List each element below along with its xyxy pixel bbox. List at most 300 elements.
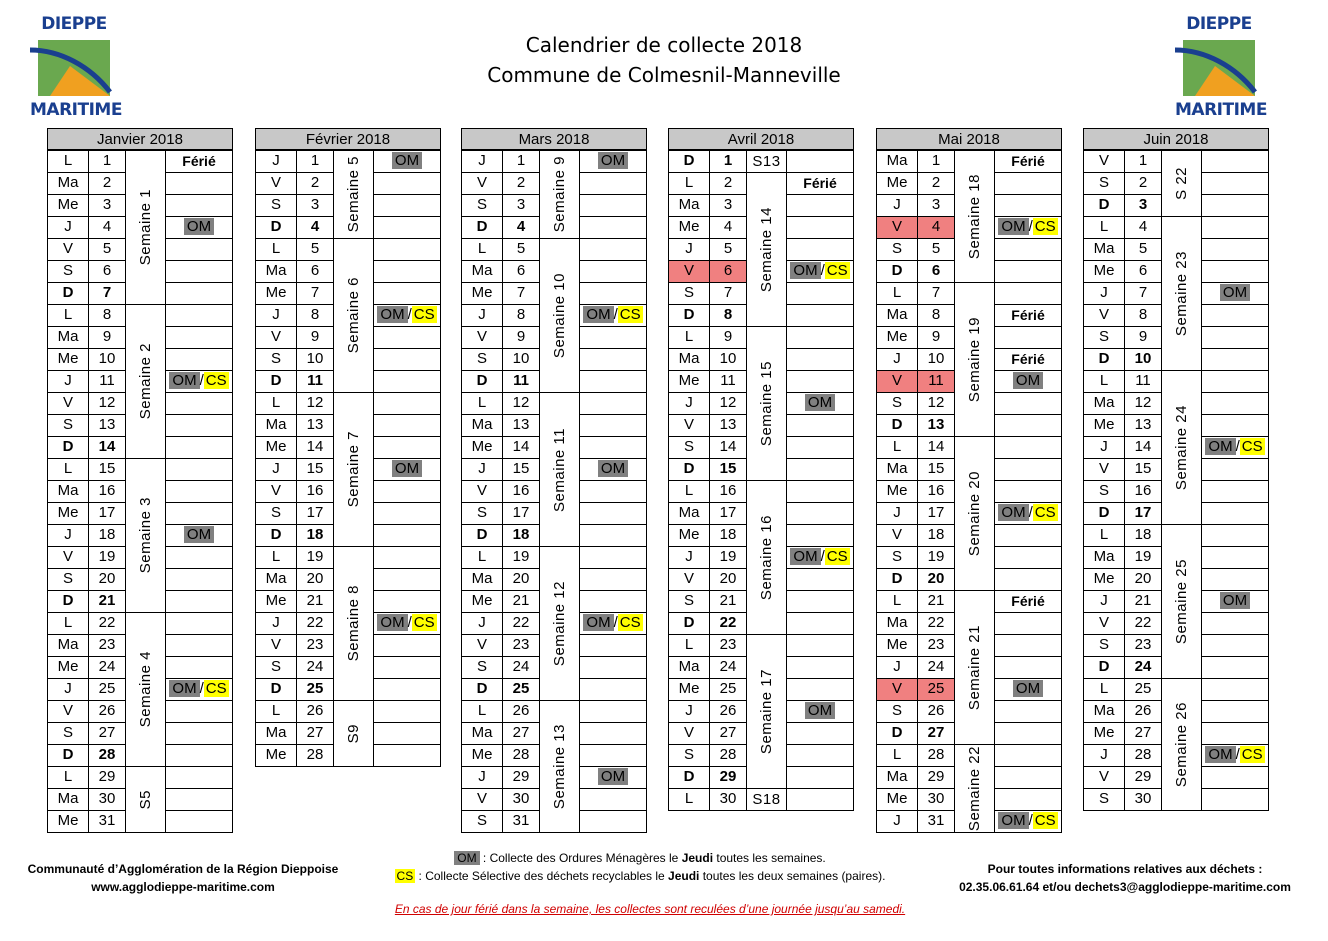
collection-note [1201, 788, 1269, 811]
day-number: 28 [502, 744, 540, 767]
day-abbr: D [876, 260, 918, 283]
day-number: 20 [709, 568, 747, 591]
month-table [876, 128, 1062, 150]
day-abbr: V [1083, 612, 1125, 635]
day-number: 5 [296, 238, 334, 261]
day-number: 22 [1124, 612, 1162, 635]
day-number: 20 [917, 568, 955, 591]
collection-note [1201, 568, 1269, 591]
collection-note [373, 656, 441, 679]
legend-cs-day: Jeudi [668, 869, 700, 883]
day-abbr: D [47, 282, 89, 305]
day-number: 20 [502, 568, 540, 591]
collection-note [373, 194, 441, 217]
day-number: 27 [502, 722, 540, 745]
collection-note: OM / CS [994, 502, 1062, 525]
collection-note [165, 458, 233, 481]
day-abbr: S [668, 590, 710, 613]
collection-note [994, 590, 1062, 613]
collection-note [579, 238, 647, 261]
day-number: 12 [502, 392, 540, 415]
collection-note [786, 436, 854, 459]
collection-note [1201, 656, 1269, 679]
day-number: 1 [88, 150, 126, 173]
day-number: 10 [709, 348, 747, 371]
day-abbr: J [255, 458, 297, 481]
collection-note [786, 458, 854, 481]
day-abbr: V [255, 634, 297, 657]
collection-note [994, 326, 1062, 349]
week-label [539, 546, 580, 701]
collection-note [373, 238, 441, 261]
day-abbr: S [668, 282, 710, 305]
week-label-text: Semaine 10 [551, 272, 568, 359]
day-number: 7 [296, 282, 334, 305]
collection-note [579, 172, 647, 195]
day-abbr: V [1083, 458, 1125, 481]
day-number: 1 [502, 150, 540, 173]
org-website: www.agglodieppe-maritime.com [91, 880, 275, 894]
collection-note: OM / CS [165, 678, 233, 701]
day-abbr: Ma [668, 194, 710, 217]
day-abbr: J [668, 700, 710, 723]
collection-note [994, 656, 1062, 679]
day-abbr: V [1083, 766, 1125, 789]
collection-note [579, 326, 647, 349]
week-label-text: S 22 [1173, 167, 1190, 200]
day-abbr: Ma [47, 326, 89, 349]
day-number: 4 [709, 216, 747, 239]
collection-note: OM / CS [994, 216, 1062, 239]
day-abbr: V [461, 634, 503, 657]
holiday-label: Férié [803, 175, 837, 191]
day-number: 27 [1124, 722, 1162, 745]
legend-cs [360, 867, 920, 885]
day-abbr: S [876, 700, 918, 723]
day-abbr: Ma [47, 788, 89, 811]
collection-note [786, 194, 854, 217]
collection-note [165, 216, 233, 239]
day-number: 11 [1124, 370, 1162, 393]
day-number: 10 [502, 348, 540, 371]
collection-note [579, 810, 647, 833]
collection-note [579, 480, 647, 503]
week-label [333, 700, 374, 767]
week-label-text: Semaine 4 [137, 651, 154, 728]
day-number: 20 [88, 568, 126, 591]
day-number: 13 [917, 414, 955, 437]
day-number: 17 [296, 502, 334, 525]
day-number: 6 [502, 260, 540, 283]
week-label-text: Semaine 20 [966, 470, 983, 557]
day-number: 18 [917, 524, 955, 547]
week-label-text: Semaine 17 [758, 668, 775, 755]
day-number: 29 [709, 766, 747, 789]
collection-note [579, 458, 647, 481]
day-abbr: Ma [255, 260, 297, 283]
collection-note [579, 150, 647, 173]
collection-note [165, 260, 233, 283]
day-abbr: Me [876, 172, 918, 195]
day-abbr: J [461, 458, 503, 481]
week-label [1161, 678, 1202, 811]
day-abbr: Me [255, 744, 297, 767]
day-abbr: J [47, 370, 89, 393]
om-badge: OM [598, 460, 628, 477]
collection-note [1201, 392, 1269, 415]
day-number: 1 [1124, 150, 1162, 173]
day-abbr: S [255, 348, 297, 371]
collection-note [373, 700, 441, 723]
day-abbr: V [668, 722, 710, 745]
day-abbr: D [461, 524, 503, 547]
day-abbr: V [47, 392, 89, 415]
collection-note [165, 348, 233, 371]
week-label [954, 590, 995, 745]
collection-note [994, 282, 1062, 305]
day-abbr: Ma [461, 260, 503, 283]
collection-note [165, 436, 233, 459]
day-number: 31 [502, 810, 540, 833]
om-badge: OM [805, 702, 835, 719]
om-badge: OM [598, 152, 628, 169]
day-number: 6 [88, 260, 126, 283]
week-label-text: S5 [137, 789, 154, 810]
day-abbr: S [461, 348, 503, 371]
cs-badge: CS [205, 372, 227, 389]
day-number: 3 [709, 194, 747, 217]
collection-note [786, 282, 854, 305]
week-label [746, 634, 787, 789]
day-abbr: S [1083, 788, 1125, 811]
day-abbr: J [876, 810, 918, 833]
day-number: 22 [502, 612, 540, 635]
day-abbr: V [461, 788, 503, 811]
month-header: Février 2018 [255, 128, 441, 150]
day-abbr: S [255, 656, 297, 679]
collection-note [786, 678, 854, 701]
om-badge: OM [1220, 592, 1250, 609]
day-number: 3 [1124, 194, 1162, 217]
day-number: 12 [296, 392, 334, 415]
week-label [125, 766, 166, 833]
collection-note [165, 304, 233, 327]
day-abbr: J [668, 238, 710, 261]
day-number: 28 [88, 744, 126, 767]
day-number: 28 [296, 744, 334, 767]
day-abbr: D [668, 612, 710, 635]
day-abbr: D [668, 766, 710, 789]
collection-note [165, 634, 233, 657]
collection-note [373, 502, 441, 525]
logo-text-bottom: MARITIME [30, 100, 122, 120]
collection-note [373, 678, 441, 701]
collection-note [373, 546, 441, 569]
day-number: 23 [1124, 634, 1162, 657]
day-number: 4 [917, 216, 955, 239]
day-number: 3 [917, 194, 955, 217]
day-abbr: D [255, 370, 297, 393]
collection-note [579, 568, 647, 591]
collection-note [373, 216, 441, 239]
day-abbr: Me [876, 326, 918, 349]
org-name: Communauté d’Agglomération de la Région Dieppoise [27, 862, 339, 876]
day-abbr: D [668, 304, 710, 327]
day-number: 12 [88, 392, 126, 415]
collection-note [165, 788, 233, 811]
day-number: 30 [709, 788, 747, 811]
collection-note [373, 370, 441, 393]
day-abbr: D [668, 150, 710, 173]
day-abbr: J [47, 216, 89, 239]
day-abbr: D [47, 590, 89, 613]
day-abbr: Me [668, 678, 710, 701]
day-number: 30 [502, 788, 540, 811]
day-abbr: V [461, 172, 503, 195]
day-abbr: D [47, 744, 89, 767]
week-label-text: Semaine 3 [137, 497, 154, 574]
footer-legend [360, 849, 920, 885]
collection-note [786, 392, 854, 415]
day-number: 26 [88, 700, 126, 723]
legend-om-day: Jeudi [681, 851, 714, 865]
collection-note: OM / CS [579, 304, 647, 327]
day-abbr: S [47, 722, 89, 745]
day-number: 5 [917, 238, 955, 261]
month-table [668, 128, 854, 150]
collection-note [786, 744, 854, 767]
collection-note [994, 348, 1062, 371]
day-number: 5 [1124, 238, 1162, 261]
collection-note [1201, 326, 1269, 349]
week-label [125, 304, 166, 459]
day-abbr: S [47, 414, 89, 437]
day-abbr: S [876, 392, 918, 415]
day-abbr: S [668, 436, 710, 459]
cs-badge: CS [413, 306, 435, 323]
om-badge: OM [1205, 746, 1235, 763]
day-number: 13 [296, 414, 334, 437]
day-number: 23 [88, 634, 126, 657]
month-table [1083, 128, 1269, 150]
day-abbr: Me [1083, 722, 1125, 745]
holiday-label: Férié [1011, 351, 1045, 367]
collection-note [1201, 590, 1269, 613]
day-abbr: D [47, 436, 89, 459]
day-number: 26 [917, 700, 955, 723]
collection-note [1201, 414, 1269, 437]
collection-note [1201, 260, 1269, 283]
day-number: 17 [917, 502, 955, 525]
collection-note [1201, 634, 1269, 657]
day-number: 3 [296, 194, 334, 217]
day-number: 21 [296, 590, 334, 613]
day-abbr: J [47, 678, 89, 701]
om-badge: OM [169, 680, 199, 697]
day-number: 29 [502, 766, 540, 789]
week-label-text: Semaine 15 [758, 360, 775, 447]
om-badge: OM [1013, 680, 1043, 697]
day-abbr: Ma [876, 612, 918, 635]
day-abbr: D [1083, 194, 1125, 217]
day-abbr: S [876, 546, 918, 569]
day-number: 6 [296, 260, 334, 283]
collection-note [165, 546, 233, 569]
collection-note [165, 414, 233, 437]
day-abbr: D [876, 722, 918, 745]
collection-note [579, 744, 647, 767]
day-number: 16 [1124, 480, 1162, 503]
day-abbr: Me [668, 524, 710, 547]
day-number: 15 [1124, 458, 1162, 481]
month-table [461, 128, 647, 150]
day-abbr: S [461, 656, 503, 679]
collection-note [1201, 194, 1269, 217]
day-abbr: D [255, 216, 297, 239]
week-label-text: Semaine 23 [1173, 250, 1190, 337]
collection-note: OM / CS [1201, 744, 1269, 767]
day-abbr: V [255, 480, 297, 503]
collection-note [373, 590, 441, 613]
week-label-text: Semaine 9 [551, 156, 568, 233]
day-abbr: S [1083, 326, 1125, 349]
day-number: 26 [709, 700, 747, 723]
cs-badge: CS [1034, 504, 1056, 521]
day-number: 15 [502, 458, 540, 481]
footer-organization [8, 860, 358, 896]
day-abbr: V [876, 524, 918, 547]
collection-note [579, 370, 647, 393]
day-number: 23 [709, 634, 747, 657]
week-label-text: Semaine 5 [345, 156, 362, 233]
holiday-warning: En cas de jour férié dans la semaine, les collectes sont reculées d’une journée jusqu’au samedi. [394, 902, 906, 916]
day-number: 18 [709, 524, 747, 547]
day-number: 11 [917, 370, 955, 393]
day-abbr: S [876, 238, 918, 261]
cs-badge: CS [1034, 812, 1056, 829]
collection-note [786, 612, 854, 635]
day-number: 27 [917, 722, 955, 745]
day-number: 14 [502, 436, 540, 459]
collection-note [373, 524, 441, 547]
day-abbr: V [461, 326, 503, 349]
day-number: 7 [88, 282, 126, 305]
day-abbr: J [876, 348, 918, 371]
om-badge: OM [998, 218, 1028, 235]
collection-note [994, 722, 1062, 745]
collection-note [579, 502, 647, 525]
day-abbr: S [461, 194, 503, 217]
day-number: 11 [502, 370, 540, 393]
collection-note [165, 612, 233, 635]
collection-note [1201, 150, 1269, 173]
day-abbr: L [1083, 678, 1125, 701]
day-abbr: S [255, 194, 297, 217]
week-label [746, 172, 787, 327]
om-badge: OM [790, 262, 820, 279]
collection-note [373, 568, 441, 591]
day-abbr: Me [461, 590, 503, 613]
collection-note [786, 766, 854, 789]
collection-note [786, 568, 854, 591]
collection-note [165, 238, 233, 261]
day-number: 15 [88, 458, 126, 481]
day-abbr: J [1083, 282, 1125, 305]
day-number: 2 [917, 172, 955, 195]
day-number: 10 [1124, 348, 1162, 371]
day-number: 7 [1124, 282, 1162, 305]
week-label [1161, 524, 1202, 679]
day-abbr: V [876, 216, 918, 239]
cs-badge: CS [826, 548, 848, 565]
om-badge: OM [583, 614, 613, 631]
week-label-text: Semaine 22 [966, 745, 983, 832]
day-abbr: J [668, 392, 710, 415]
day-abbr: Ma [876, 150, 918, 173]
day-number: 4 [502, 216, 540, 239]
day-number: 28 [917, 744, 955, 767]
day-abbr: Ma [461, 722, 503, 745]
day-abbr: S [461, 810, 503, 833]
day-abbr: J [461, 304, 503, 327]
collection-note [994, 194, 1062, 217]
week-label [539, 700, 580, 833]
collection-note [579, 282, 647, 305]
week-label-text: Semaine 2 [137, 343, 154, 420]
day-number: 24 [917, 656, 955, 679]
week-label [746, 788, 787, 811]
day-abbr: Me [255, 590, 297, 613]
collection-note [165, 722, 233, 745]
week-label-text: Semaine 21 [966, 624, 983, 711]
day-number: 30 [88, 788, 126, 811]
collection-note [1201, 678, 1269, 701]
collection-note [165, 744, 233, 767]
day-abbr: Me [876, 480, 918, 503]
collection-note [994, 568, 1062, 591]
collection-note [786, 150, 854, 173]
week-label [746, 326, 787, 481]
day-number: 6 [1124, 260, 1162, 283]
collection-note [1201, 524, 1269, 547]
collection-note [579, 634, 647, 657]
day-number: 15 [709, 458, 747, 481]
day-number: 19 [296, 546, 334, 569]
week-label [954, 436, 995, 591]
day-number: 4 [1124, 216, 1162, 239]
day-abbr: L [1083, 370, 1125, 393]
collection-note [579, 722, 647, 745]
day-number: 5 [88, 238, 126, 261]
day-abbr: Me [668, 370, 710, 393]
logo-text-bottom: MARITIME [1175, 100, 1267, 120]
collection-note: OM / CS [165, 370, 233, 393]
om-badge: OM [1220, 284, 1250, 301]
month-header: Mai 2018 [876, 128, 1062, 150]
cs-badge: CS [413, 614, 435, 631]
day-number: 14 [917, 436, 955, 459]
day-abbr: J [1083, 590, 1125, 613]
day-number: 9 [709, 326, 747, 349]
collection-note [994, 150, 1062, 173]
day-abbr: V [668, 414, 710, 437]
day-number: 24 [296, 656, 334, 679]
collection-note [994, 546, 1062, 569]
collection-note [994, 634, 1062, 657]
week-label [1161, 370, 1202, 525]
day-number: 13 [88, 414, 126, 437]
collection-note [579, 414, 647, 437]
